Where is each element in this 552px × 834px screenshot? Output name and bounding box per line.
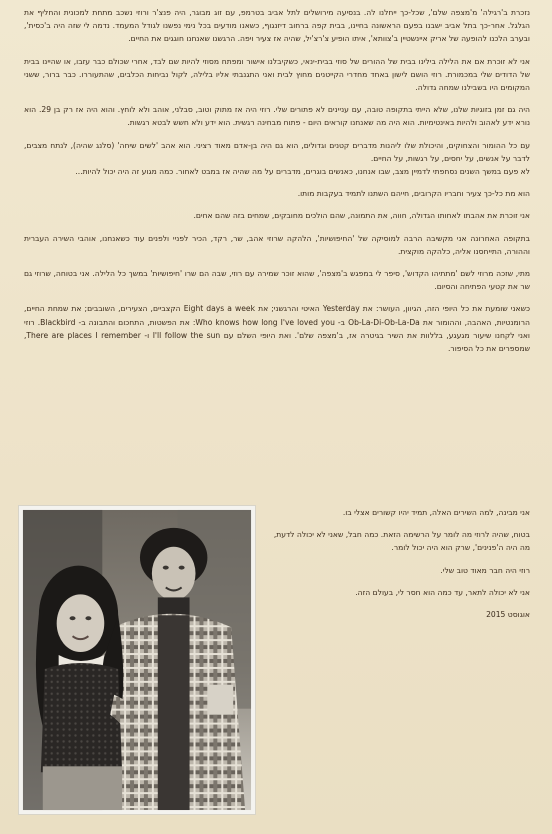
paragraph: מתי, שזכה מרוזי לשם 'מתתיהו הקדוש', סיפר לי במפגש ב'מצפה', שהוא זוכר שמירה עם רוזי, שבה הם שרו 'חיפושיות' במשך כל הלילה. אני בטוחה, שרוזי גם שר את קטעי הפתיחה והסיום. (24, 269, 530, 292)
closing-text (264, 506, 530, 630)
paragraph: נזכרת ב'רגילה' מ'מצפה שלם', שכל-כך ייחלנו לה. בנסיעה מירושלים לתל אביב בטרמפ, עם זוג מבוגר, היה פנצ'ר ורוזי נשכב מתחת למכונית והחליף את הגלגל. אחר-כך בתל אביב ישבנו בפעם הראשונה בחיינו, בבית קפה ברחוב דיזנגוף, כשאנו מודעים בכל נימי נפשנו לגודל המעמד. נדמה לי שזה היה ב'כסית', ובערב הלכנו להופעה של אריק איינשטיין ב'צוותא', איתו הופיע צ'רצ'יל, שהיה אז צעיר ויפה. הרגשנו שאנחנו חוגגים את החיים. (24, 8, 530, 44)
paragraph: בתקופה האחרונה אני מקשיבה הרבה למוסיקה של 'החיפושיות', הלהקה שרוזי אהב, שר, רקד, הכיר לפניי ולפנים עוד כשאנחנו, אוהבי השירה העברית וההורה, התייחסנו אליה, כלהקה מוקצית. (24, 233, 530, 256)
photo-image (19, 506, 255, 814)
paragraph: היה גם זמן בזוגיות שלנו, שלא הייתי בתקופה טובה, עם עניינים לא פתורים שלי. רוזי היה אז מתוק וטוב, סבלני, אוהב ולא לוחץ. והוא היה אז רק בן 29. הוא נורא ידע לאהוב ולהיות באינטימיות. הוא היה מה שאנחנו קוראים היום - פתוח מבחינה רגשית. הוא ידע ולא חשש לבטא רגשות. (24, 105, 531, 128)
paragraph: הוא מת כל-כך צעיר וחבריו הקרובים, חייהם השתנו לתמיד בעקבות מותו. (297, 189, 530, 199)
date: אוגוסט 2015 (486, 610, 530, 620)
paragraph: אני לא יכולה לתאר, עד כמה הוא חסר לי, בעולם הזה. (355, 587, 530, 597)
paragraph: כשאני שומעת את כל היופי הזה, הגיוון, העושר: את Yesterday האיטי והרגשני; את Eight days a week הקצביים, הצעירים, השובבים; את שמחת החיים, הרומנטיות, האהבה, וההומור את Ob-La-Di-Ob-La-Da ב- Who knows how long I've loved you: את הפשטות, התחכום והתבונה ב- Blackbird. רוזי ואני לקחנו שיעור מגעגע, בללוות את השיר בגיטרה אז, ב'מצפה שלם'. ואת היופי השלם עם I'll follow the sun ו- There are places I remember, שמספרים את כל הסיפור. (24, 304, 530, 354)
paragraph: עם כל ההומור והצחוקים, והיכולת שלו ליהנות מדברים קטנים וגדולים, הוא גם היה בן-אדם מאוד רציני. הוא אהב 'לשים שיחה' (סלנג שהיה), לנתח מצבים, לדבר על אנשים, על יחסים, על רגשות, על החיים. (24, 140, 530, 163)
paragraph: אני מבינה, למה השירים האלה, תמיד יהיו קשורים אצלי בו. (342, 508, 530, 517)
paragraph: אני זוכרת את אהבתו לאחותו הגדולה, חווה, את התמונה, שהם הולכים מחובקים, שמחים בזה שהם אחים. (193, 211, 530, 221)
paragraph: אני לא זוכרת אם את הלילה בילינו בבית של ההורים של סוזי בבית-ינאי, כשקיבלנו אישור ומפתח מסוזי להיות שם לבד, אחרי שכולם כבר עזבו, או שהיינו בבית של הדודים שלי במכמורת. רוזי הושם לישון באחד מחדרי הקייטנים מחוץ לבית ואני התגנבתי אליו בלילה, לקול נביחות הכלבים, שהתעוררו. כבר ברור, ששני המקומים היו בשבילנו שמחה גדולה. (24, 56, 530, 93)
paragraph: רוזי היה חבר מאוד טוב שלי. (440, 565, 530, 575)
couple-photo (18, 505, 256, 815)
paragraph: בטוח, שהיה לרוזי מה לומר על הרשימה הזאת. כמה חבל, שאני לא יכולה לדעת, מה היה ה'פנינים', שרק הוא היה יכול לומר. (273, 530, 530, 553)
paragraph: לא פעם במשך השנים נסחפתי לדמיין מצב, שבו אנחנו, כאנשים בוגרים, מדברים על מה שהיה אז במבט לאחור. כמה מגוע זה היה יכול להיות... (75, 167, 530, 177)
article-text (24, 6, 530, 364)
